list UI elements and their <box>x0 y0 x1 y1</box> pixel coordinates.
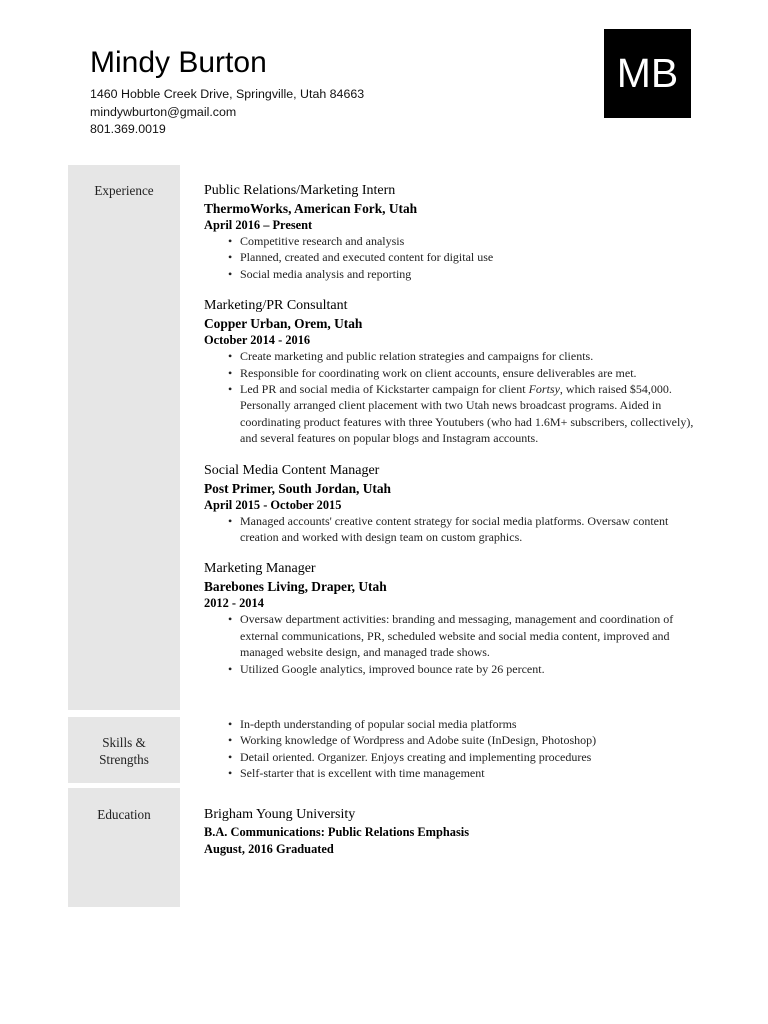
job-company <box>204 480 704 497</box>
bullet-glyph: • <box>228 766 233 781</box>
bullet-glyph: • <box>228 612 233 627</box>
skills-section <box>204 716 704 782</box>
bullet-text: Create marketing and public relation strategies and campaigns for clients. <box>240 349 594 364</box>
candidate-name: Mindy Burton <box>90 46 267 79</box>
company-location: , Orem, Utah <box>287 316 363 332</box>
bullet-glyph: • <box>228 733 233 748</box>
company-name: ThermoWorks <box>204 201 289 216</box>
job-bullets <box>204 233 704 282</box>
skills-list <box>204 716 704 782</box>
bullet-glyph: • <box>228 349 233 364</box>
resume-header <box>90 46 570 139</box>
company-location: , Draper, Utah <box>304 579 387 595</box>
job-dates: 2012 - 2014 <box>204 596 264 611</box>
list-item <box>228 716 704 732</box>
experience-section <box>204 182 704 692</box>
job-entry <box>204 462 704 546</box>
bullet-glyph: • <box>228 266 233 281</box>
bullet-text: Detail oriented. Organizer. Enjoys creating and implementing procedures <box>240 749 592 764</box>
job-title: Social Media Content Manager <box>204 462 380 478</box>
bullet-text: Self-starter that is excellent with time management <box>240 766 485 781</box>
list-item <box>228 249 704 265</box>
job-company <box>204 315 704 332</box>
education-section-label-box <box>68 788 180 907</box>
list-item <box>228 381 704 447</box>
job-dates: April 2015 - October 2015 <box>204 497 342 512</box>
experience-section-label-box <box>68 165 180 710</box>
list-item <box>228 513 704 546</box>
bullet-text: Working knowledge of Wordpress and Adobe suite (InDesign, Photoshop) <box>240 733 597 748</box>
education-section-label: Education <box>97 807 151 822</box>
bullet-text: Oversaw department activities: branding and messaging, management and coordination of external communications, PR, scheduled website and social media content, improved and managed website design, and managed trade shows. <box>240 612 674 660</box>
bullet-glyph: • <box>228 250 233 265</box>
job-entry <box>204 297 704 446</box>
company-location: , American Fork, Utah <box>288 201 418 216</box>
bullet-glyph: • <box>228 365 233 380</box>
job-dates: April 2016 – Present <box>204 218 313 232</box>
job-entry <box>204 560 704 677</box>
list-item <box>228 611 704 660</box>
bullet-text: Managed accounts' creative content strategy for social media platforms. Oversaw content creation and worked with design team on custom graphics. <box>240 513 669 545</box>
list-item <box>228 765 704 781</box>
list-item <box>228 661 704 677</box>
job-title: Marketing Manager <box>204 561 316 577</box>
bullet-glyph: • <box>228 513 233 528</box>
graduation-date: August, 2016 Graduated <box>204 841 334 856</box>
job-bullets <box>204 611 704 677</box>
degree: B.A. Communications: Public Relations Emphasis <box>204 825 470 839</box>
job-title: Marketing/PR Consultant <box>204 298 348 314</box>
list-item <box>228 348 704 364</box>
bullet-glyph: • <box>228 234 233 248</box>
company-name: Barebones Living <box>204 579 305 595</box>
job-entry <box>204 182 704 282</box>
company-location: , South Jordan, Utah <box>271 480 391 496</box>
experience-section-label: Experience <box>94 183 154 198</box>
company-name: Copper Urban <box>204 316 288 332</box>
list-item <box>228 365 704 381</box>
bullet-text: In-depth understanding of popular social media platforms <box>240 717 517 731</box>
skills-section-label-box <box>68 717 180 783</box>
bullet-glyph: • <box>228 749 233 764</box>
bullet-text: Competitive research and analysis <box>240 234 405 248</box>
phone: 801.369.0019 <box>90 122 166 136</box>
bullet-text: Utilized Google analytics, improved bounce rate by 26 percent. <box>240 661 545 676</box>
company-name: Post Primer <box>204 480 272 496</box>
education-section <box>204 806 704 857</box>
list-item <box>228 749 704 765</box>
job-title: Public Relations/Marketing Intern <box>204 183 396 198</box>
bullet-glyph: • <box>228 382 233 397</box>
bullet-text: Planned, created and executed content for digital use <box>240 250 494 265</box>
monogram-logo: MB <box>604 29 691 118</box>
client-name: Fortsy <box>528 382 560 397</box>
list-item <box>228 266 704 282</box>
list-item <box>228 732 704 748</box>
bullet-glyph: • <box>228 717 233 731</box>
bullet-text: Responsible for coordinating work on client accounts, ensure deliverables are met. <box>240 365 637 380</box>
job-company <box>204 578 704 595</box>
job-dates: October 2014 - 2016 <box>204 333 311 348</box>
job-company <box>204 200 704 217</box>
school-name: Brigham Young University <box>204 807 356 822</box>
bullet-glyph: • <box>228 661 233 676</box>
skills-section-label: Skills & Strengths <box>99 735 149 767</box>
bullet-text: Social media analysis and reporting <box>240 266 412 281</box>
email: mindywburton@gmail.com <box>90 104 237 119</box>
job-bullets <box>204 348 704 446</box>
job-bullets <box>204 513 704 546</box>
bullet-text: Led PR and social media of Kickstarter campaign for client Fortsy, which raised $54,000. Personally arranged client placement with two Utah news broadcast programs. Aided in coordinating product features with three Youtubers (who had 1.6M+ subscribers, collectively), and several features on popular blogs and Instagram accounts. <box>240 382 694 446</box>
list-item <box>228 233 704 249</box>
address: 1460 Hobble Creek Drive, Springville, Utah 84663 <box>90 87 365 101</box>
